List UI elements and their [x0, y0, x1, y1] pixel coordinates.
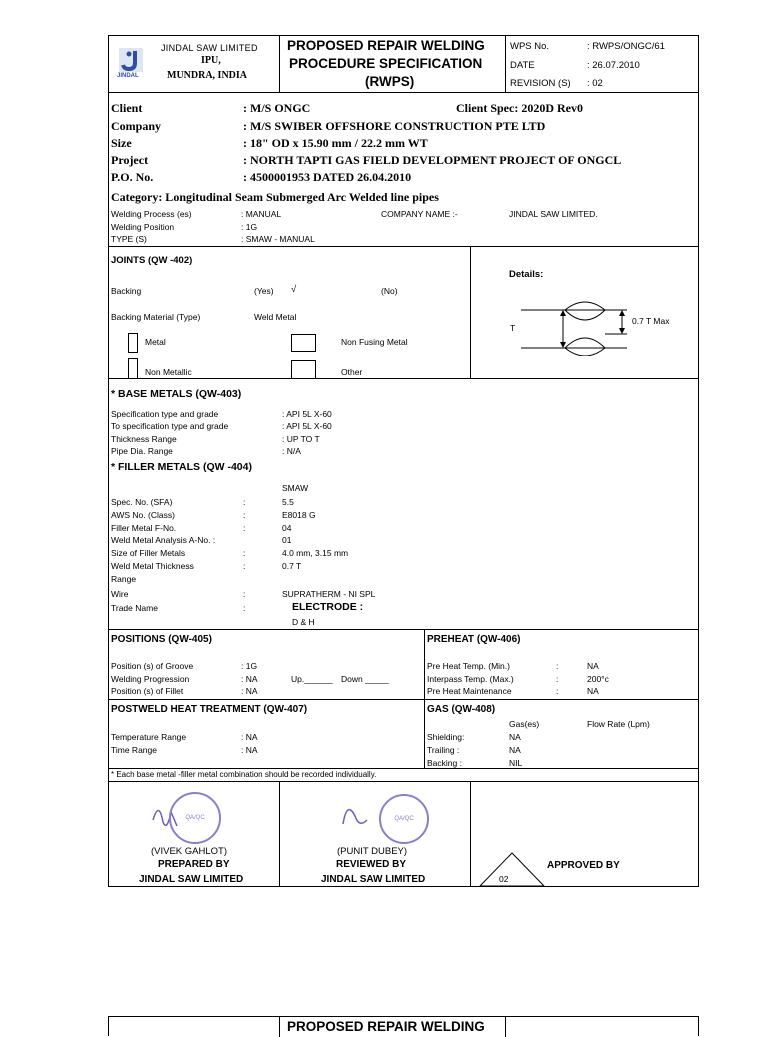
electrode-value: D & H	[292, 617, 315, 627]
wps-no-value: : RWPS/ONGC/61	[587, 41, 665, 52]
thickness-range-value: : UP TO T	[282, 434, 320, 444]
company-name-label: COMPANY NAME :-	[381, 209, 458, 219]
pipe-dia-range-value: : N/A	[282, 446, 301, 456]
size-value: : 18" OD x 15.90 mm / 22.2 mm WT	[243, 136, 428, 150]
range-label: Range	[111, 574, 137, 584]
non-metallic-checkbox[interactable]	[128, 358, 138, 378]
client-value: : M/S ONGC	[243, 101, 311, 115]
revision-mark: 02	[499, 874, 509, 884]
fillet-position-label: Position (s) of Fillet	[111, 686, 184, 696]
trade-name-sep: :	[243, 603, 246, 613]
doc-title-line2: PROCEDURE SPECIFICATION	[289, 56, 483, 71]
groove-position-value: : 1G	[241, 661, 258, 671]
backing-no: (No)	[381, 286, 398, 296]
diagram-t-label: T	[510, 323, 516, 333]
temp-range-value: : NA	[241, 732, 258, 742]
diagram-max-label: 0.7 T Max	[632, 316, 670, 326]
preheat-maint-label: Pre Heat Maintenance	[427, 686, 512, 696]
interpass-sep: :	[556, 674, 559, 684]
time-range-value: : NA	[241, 745, 258, 755]
joint-diagram	[507, 296, 687, 356]
a-no-label: Weld Metal Analysis A-No. :	[111, 535, 216, 545]
aws-value: E8018 G	[282, 510, 316, 520]
non-fusing-metal-label: Non Fusing Metal	[341, 337, 408, 347]
company-location-line3: MUNDRA, INDIA	[167, 70, 247, 81]
fillet-position-value: : NA	[241, 686, 258, 696]
company-name-value: JINDAL SAW LIMITED.	[509, 209, 598, 219]
preheat-min-value: NA	[587, 661, 599, 671]
gas-col-flow: Flow Rate (Lpm)	[587, 719, 650, 729]
filler-process: SMAW	[282, 483, 309, 493]
filler-size-value: 4.0 mm, 3.15 mm	[282, 548, 349, 558]
positions-heading: POSITIONS (QW-405)	[111, 634, 212, 645]
revision-label: REVISION (S)	[510, 78, 571, 89]
to-spec-type-grade-value: : API 5L X-60	[282, 421, 332, 431]
next-page-header	[108, 1016, 699, 1036]
type-label: TYPE (S)	[111, 234, 147, 244]
company-name: JINDAL SAW LIMITED	[161, 43, 258, 53]
gas-heading: GAS (QW-408)	[427, 704, 496, 715]
welding-process-label: Welding Process (es)	[111, 209, 192, 219]
backing-gas-label: Backing :	[427, 758, 462, 768]
approved-role: APPROVED BY	[547, 860, 620, 871]
company-location-line2: IPU,	[201, 55, 221, 66]
to-spec-type-grade-label: To specification type and grade	[111, 421, 229, 431]
non-fusing-metal-checkbox[interactable]	[291, 334, 316, 352]
filler-metals-heading: * FILLER METALS (QW -404)	[111, 461, 252, 473]
po-value: : 4500001953 DATED 26.04.2010	[243, 170, 412, 184]
trailing-label: Trailing :	[427, 745, 460, 755]
welding-position-label: Welding Position	[111, 222, 175, 232]
progression-up: Up.______	[291, 674, 333, 684]
sfa-value: 5.5	[282, 497, 294, 507]
backing-yes: (Yes)	[254, 286, 274, 296]
welding-process-value: : MANUAL	[241, 209, 282, 219]
prepared-qaqc-stamp: QA/QC	[169, 792, 221, 844]
other-checkbox[interactable]	[291, 360, 316, 378]
joints-heading: JOINTS (QW -402)	[111, 255, 193, 266]
groove-position-label: Position (s) of Groove	[111, 661, 194, 671]
metal-option-label: Metal	[145, 337, 166, 347]
client-label: Client	[111, 101, 143, 115]
wire-value: SUPRATHERM - NI SPL	[282, 589, 376, 599]
doc-title-line1: PROPOSED REPAIR WELDING	[287, 38, 485, 53]
reviewed-name: (PUNIT DUBEY)	[337, 846, 408, 857]
preheat-min-label: Pre Heat Temp. (Min.)	[427, 661, 510, 671]
logo-text: JINDAL	[117, 73, 139, 79]
wire-label: Wire	[111, 589, 129, 599]
electrode-label: ELECTRODE :	[292, 601, 364, 613]
revision-value: : 02	[587, 78, 603, 89]
interpass-value: 200°c	[587, 674, 609, 684]
pwht-heading: POSTWELD HEAT TREATMENT (QW-407)	[111, 704, 308, 715]
company-logo	[119, 48, 143, 82]
details-label: Details:	[509, 269, 544, 280]
weld-thickness-value: 0.7 T	[282, 561, 302, 571]
prepared-name: (VIVEK GAHLOT)	[151, 846, 228, 857]
prepared-org: JINDAL SAW LIMITED	[139, 874, 244, 885]
metal-checkbox[interactable]	[128, 333, 138, 353]
project-label: Project	[111, 153, 149, 167]
revision-triangle-icon	[477, 851, 547, 887]
preheat-maint-value: NA	[587, 686, 599, 696]
filler-size-sep: :	[243, 548, 246, 558]
backing-material-label: Backing Material (Type)	[111, 312, 201, 322]
base-metals-heading: * BASE METALS (QW-403)	[111, 388, 242, 400]
footnote: * Each base metal -filler metal combination should be recorded individually.	[111, 770, 377, 779]
backing-gas-value: NIL	[509, 758, 523, 768]
a-no-value: 01	[282, 535, 292, 545]
po-label: P.O. No.	[111, 170, 154, 184]
backing-material-value: Weld Metal	[254, 312, 297, 322]
thickness-range-label: Thickness Range	[111, 434, 177, 444]
preheat-maint-sep: :	[556, 686, 559, 696]
trade-name-label: Trade Name	[111, 603, 158, 613]
doc-title-line3: (RWPS)	[365, 74, 415, 89]
spec-type-grade-value: : API 5L X-60	[282, 409, 332, 419]
category: Category: Longitudinal Seam Submerged Arc Welded line pipes	[111, 190, 439, 204]
temp-range-label: Temperature Range	[111, 732, 187, 742]
date-label: DATE	[510, 60, 535, 71]
interpass-label: Interpass Temp. (Max.)	[427, 674, 514, 684]
backing-label: Backing	[111, 286, 142, 296]
other-option-label: Other	[341, 367, 363, 377]
date-value: : 26.07.2010	[587, 60, 640, 71]
client-spec: Client Spec: 2020D Rev0	[456, 101, 583, 115]
prepared-role: PREPARED BY	[158, 859, 230, 870]
pipe-dia-range-label: Pipe Dia. Range	[111, 446, 173, 456]
wps-no-label: WPS No.	[510, 41, 550, 52]
f-no-value: 04	[282, 523, 292, 533]
filler-size-label: Size of Filler Metals	[111, 548, 186, 558]
time-range-label: Time Range	[111, 745, 157, 755]
rwps-document	[108, 35, 699, 887]
wire-sep: :	[243, 589, 246, 599]
shielding-label: Shielding:	[427, 732, 465, 742]
shielding-value: NA	[509, 732, 521, 742]
welding-progression-label: Welding Progression	[111, 674, 190, 684]
sfa-sep: :	[243, 497, 246, 507]
trailing-value: NA	[509, 745, 521, 755]
backing-check-mark: √	[291, 284, 297, 295]
sfa-label: Spec. No. (SFA)	[111, 497, 173, 507]
weld-thickness-sep: :	[243, 561, 246, 571]
weld-thickness-label: Weld Metal Thickness	[111, 561, 194, 571]
preheat-heading: PREHEAT (QW-406)	[427, 634, 521, 645]
project-value: : NORTH TAPTI GAS FIELD DEVELOPMENT PROJECT OF ONGCL	[243, 153, 622, 167]
non-metallic-label: Non Metallic	[145, 367, 192, 377]
reviewed-org: JINDAL SAW LIMITED	[321, 874, 426, 885]
progression-down: Down _____	[341, 674, 389, 684]
reviewed-role: REVIEWED BY	[336, 859, 407, 870]
gas-col-gases: Gas(es)	[509, 719, 540, 729]
welding-position-value: : 1G	[241, 222, 258, 232]
company-value: : M/S SWIBER OFFSHORE CONSTRUCTION PTE LTD	[243, 119, 546, 133]
reviewed-qaqc-stamp: QA/QC	[379, 794, 429, 844]
welding-progression-value: : NA	[241, 674, 258, 684]
preheat-min-sep: :	[556, 661, 559, 671]
size-label: Size	[111, 136, 132, 150]
next-page-title: PROPOSED REPAIR WELDING	[287, 1019, 485, 1034]
company-label: Company	[111, 119, 162, 133]
spec-type-grade-label: Specification type and grade	[111, 409, 219, 419]
f-no-sep: :	[243, 523, 246, 533]
aws-label: AWS No. (Class)	[111, 510, 175, 520]
type-value: : SMAW - MANUAL	[241, 234, 315, 244]
f-no-label: Filler Metal F-No.	[111, 523, 177, 533]
aws-sep: :	[243, 510, 246, 520]
